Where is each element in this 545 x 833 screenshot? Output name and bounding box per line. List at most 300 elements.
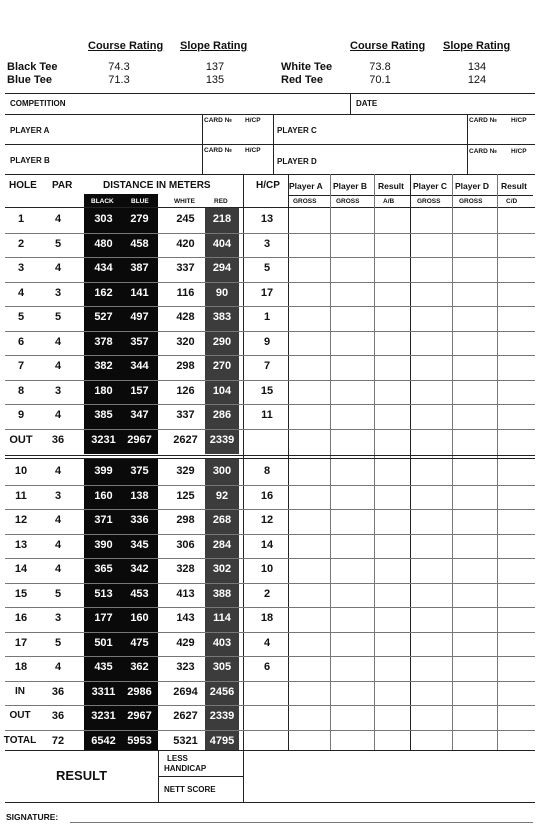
white-cell: 337 <box>176 262 195 274</box>
back-total-black: 3311 <box>91 685 116 698</box>
score-cell[interactable] <box>453 633 496 656</box>
red-column-back <box>205 459 239 750</box>
black-cell: 160 <box>94 489 113 502</box>
score-cell[interactable] <box>498 584 534 607</box>
hole-cell: 18 <box>14 661 28 673</box>
blue-cell: 342 <box>130 563 149 575</box>
player-d-label: PLAYER D <box>277 157 317 166</box>
black-cell: 371 <box>94 514 113 526</box>
cd-header: C/D <box>506 198 518 205</box>
par-cell: 4 <box>54 563 62 575</box>
score-cell[interactable] <box>411 657 451 680</box>
score-cell[interactable] <box>375 633 409 656</box>
blue-cell: 138 <box>130 489 149 502</box>
score-cell[interactable] <box>331 633 373 656</box>
hcp-cell: 18 <box>260 612 274 624</box>
black-col-header: BLACK <box>91 198 114 205</box>
blue-cell: 458 <box>130 237 149 250</box>
blue-cell: 357 <box>130 335 149 348</box>
back-total-blue: 5953 <box>127 734 152 747</box>
black-cell: 390 <box>94 538 113 551</box>
black-blue-column-back <box>84 459 158 750</box>
score-cell[interactable] <box>453 608 496 631</box>
player-d-card-no: CARD № <box>469 148 497 155</box>
score-cell[interactable] <box>411 510 451 533</box>
hcp-header: H/CP <box>256 180 280 191</box>
competition-field[interactable] <box>80 96 345 112</box>
red-cell: 268 <box>212 514 232 526</box>
result-ab-header: Result <box>378 181 404 191</box>
score-cell[interactable] <box>289 234 329 257</box>
score-cell[interactable] <box>375 608 409 631</box>
score-cell[interactable] <box>289 209 329 232</box>
hcp-cell: 1 <box>263 311 271 323</box>
date-field[interactable] <box>385 96 533 112</box>
black-cell: 382 <box>94 360 113 372</box>
score-cell[interactable] <box>498 258 534 281</box>
hole-cell: 6 <box>17 335 25 348</box>
score-cell[interactable] <box>289 283 329 306</box>
score-cell[interactable] <box>375 283 409 306</box>
player-b-hcp: H/CP <box>245 147 261 154</box>
white-cell: 323 <box>176 661 195 673</box>
score-cell[interactable] <box>331 307 373 330</box>
red-cell: 302 <box>212 563 232 575</box>
hole-cell: 9 <box>17 409 25 421</box>
ab-header: A/B <box>383 198 395 205</box>
score-cell[interactable] <box>498 209 534 232</box>
score-cell[interactable] <box>331 258 373 281</box>
result-label: RESULT <box>56 768 108 783</box>
red-tee-label: Red Tee <box>281 74 323 86</box>
blue-cell: 453 <box>130 587 149 600</box>
par-cell: 4 <box>54 661 62 673</box>
score-cell[interactable] <box>289 559 329 582</box>
score-cell[interactable] <box>453 332 496 355</box>
score-cell[interactable] <box>453 307 496 330</box>
white-cell: 126 <box>176 384 195 397</box>
black-cell: 435 <box>94 661 113 673</box>
red-cell: 300 <box>212 465 232 477</box>
score-cell[interactable] <box>411 258 451 281</box>
score-cell[interactable] <box>453 510 496 533</box>
score-cell[interactable] <box>331 234 373 257</box>
back-total-red: 2339 <box>209 710 235 722</box>
white-cell: 306 <box>176 538 195 551</box>
player-b-col-header: Player B <box>333 181 368 191</box>
score-cell[interactable] <box>331 461 373 484</box>
competition-label: COMPETITION <box>10 99 66 108</box>
hole-cell: 17 <box>14 636 28 649</box>
score-cell[interactable] <box>498 486 534 509</box>
hole-cell: 3 <box>17 262 25 274</box>
back-total-blue: 2986 <box>127 685 152 698</box>
score-cell[interactable] <box>411 461 451 484</box>
hcp-cell: 6 <box>263 661 271 673</box>
score-cell[interactable] <box>453 234 496 257</box>
red-cell: 104 <box>212 384 232 397</box>
black-cell: 303 <box>94 213 113 225</box>
black-cell: 434 <box>94 262 113 274</box>
score-cell[interactable] <box>289 405 329 428</box>
score-cell[interactable] <box>411 535 451 558</box>
score-cell[interactable] <box>375 510 409 533</box>
white-cell: 329 <box>176 465 195 477</box>
less-label: LESS <box>167 754 188 763</box>
distance-header: DISTANCE IN METERS <box>103 180 211 191</box>
hcp-cell: 11 <box>261 409 273 421</box>
signature-label: SIGNATURE: <box>6 812 59 822</box>
blue-cell: 497 <box>130 311 149 323</box>
score-cell[interactable] <box>498 405 534 428</box>
hcp-cell: 4 <box>263 636 271 649</box>
score-cell[interactable] <box>453 283 496 306</box>
score-cell[interactable] <box>411 307 451 330</box>
white-cell: 337 <box>176 409 195 421</box>
black-cell: 399 <box>94 465 113 477</box>
black-tee-slope: 137 <box>205 61 225 73</box>
player-a-col-header: Player A <box>289 181 323 191</box>
black-cell: 162 <box>94 286 113 299</box>
white-tee-course: 73.8 <box>369 61 391 73</box>
red-cell: 270 <box>212 360 232 372</box>
score-cell[interactable] <box>375 209 409 232</box>
white-cell: 428 <box>176 311 195 323</box>
score-cell[interactable] <box>375 234 409 257</box>
score-cell[interactable] <box>498 633 534 656</box>
blue-cell: 387 <box>130 262 149 274</box>
score-cell[interactable] <box>331 405 373 428</box>
score-cell[interactable] <box>375 461 409 484</box>
score-cell[interactable] <box>498 234 534 257</box>
blue-tee-course: 71.3 <box>108 74 130 86</box>
score-cell[interactable] <box>331 559 373 582</box>
score-cell[interactable] <box>331 657 373 680</box>
score-cell[interactable] <box>331 486 373 509</box>
back-total-par: 36 <box>51 685 65 698</box>
out-total-par: 36 <box>51 433 65 446</box>
blue-cell: 344 <box>130 360 149 372</box>
less-handicap-field[interactable] <box>245 752 533 774</box>
white-cell: 328 <box>176 563 195 575</box>
score-cell[interactable] <box>411 608 451 631</box>
back-total-white: 2694 <box>173 685 198 698</box>
score-cell[interactable] <box>375 657 409 680</box>
score-cell[interactable] <box>331 381 373 404</box>
blue-tee-label: Blue Tee <box>7 74 53 86</box>
player-c-card-no: CARD № <box>469 117 497 124</box>
signature-field[interactable] <box>70 808 533 822</box>
out-total-red: 2339 <box>209 433 235 446</box>
score-cell[interactable] <box>411 405 451 428</box>
score-cell[interactable] <box>331 356 373 379</box>
blue-cell: 157 <box>130 384 149 397</box>
score-cell[interactable] <box>411 633 451 656</box>
par-cell: 4 <box>54 409 62 421</box>
par-cell: 4 <box>54 465 62 477</box>
score-cell[interactable] <box>411 356 451 379</box>
white-cell: 420 <box>176 237 195 250</box>
blue-col-header: BLUE <box>131 198 149 205</box>
hole-cell: 14 <box>14 563 28 575</box>
hole-cell: 13 <box>14 538 28 551</box>
gross-a-header: GROSS <box>293 198 317 205</box>
score-cell[interactable] <box>498 332 534 355</box>
player-b-card-no: CARD № <box>204 147 232 154</box>
score-cell[interactable] <box>453 258 496 281</box>
black-cell: 385 <box>94 409 113 421</box>
player-b-field[interactable] <box>60 148 198 170</box>
score-cell[interactable] <box>453 559 496 582</box>
hcp-cell: 15 <box>260 384 274 397</box>
white-cell: 298 <box>176 514 195 526</box>
score-cell[interactable] <box>375 356 409 379</box>
white-cell: 125 <box>176 489 195 502</box>
player-d-col-header: Player D <box>455 181 490 191</box>
par-cell: 3 <box>54 384 62 397</box>
red-cell: 403 <box>212 636 232 649</box>
white-cell: 143 <box>176 612 195 624</box>
player-d-hcp: H/CP <box>511 148 527 155</box>
score-cell[interactable] <box>331 608 373 631</box>
player-b-label: PLAYER B <box>10 156 50 165</box>
par-cell: 4 <box>54 514 62 526</box>
blue-cell: 279 <box>130 213 149 225</box>
red-cell: 305 <box>212 661 232 673</box>
gross-b-header: GROSS <box>336 198 360 205</box>
score-cell[interactable] <box>498 381 534 404</box>
score-cell[interactable] <box>498 608 534 631</box>
hole-cell: 10 <box>14 465 28 477</box>
score-cell[interactable] <box>331 584 373 607</box>
black-cell: 501 <box>94 636 113 649</box>
score-cell[interactable] <box>375 258 409 281</box>
score-cell[interactable] <box>498 461 534 484</box>
score-cell[interactable] <box>289 510 329 533</box>
black-cell: 378 <box>94 335 113 348</box>
score-cell[interactable] <box>375 559 409 582</box>
score-cell[interactable] <box>453 405 496 428</box>
score-cell[interactable] <box>411 332 451 355</box>
score-cell[interactable] <box>498 559 534 582</box>
red-cell: 404 <box>212 237 232 250</box>
red-cell: 294 <box>212 262 232 274</box>
white-cell: 298 <box>176 360 195 372</box>
score-cell[interactable] <box>331 209 373 232</box>
score-cell[interactable] <box>411 559 451 582</box>
hcp-cell: 9 <box>263 335 271 348</box>
nett-score-field[interactable] <box>245 778 533 800</box>
par-cell: 5 <box>54 311 62 323</box>
out-total-hole: OUT <box>9 433 33 446</box>
score-cell[interactable] <box>289 356 329 379</box>
red-tee-course: 70.1 <box>369 74 391 86</box>
score-cell[interactable] <box>453 535 496 558</box>
score-cell[interactable] <box>453 461 496 484</box>
blue-cell: 141 <box>130 286 149 299</box>
out-total-black: 3231 <box>91 433 116 446</box>
hole-cell: 7 <box>17 360 25 372</box>
gross-d-header: GROSS <box>459 198 483 205</box>
blue-cell: 475 <box>130 636 149 649</box>
par-cell: 5 <box>54 237 62 250</box>
white-tee-slope: 134 <box>467 61 487 73</box>
score-cell[interactable] <box>375 381 409 404</box>
handicap-label: HANDICAP <box>164 764 207 773</box>
score-cell[interactable] <box>498 307 534 330</box>
player-a-field[interactable] <box>60 118 198 140</box>
score-cell[interactable] <box>289 258 329 281</box>
back-total-hole: OUT <box>9 710 31 721</box>
par-cell: 4 <box>54 360 62 372</box>
score-cell[interactable] <box>411 381 451 404</box>
blue-cell: 362 <box>130 661 149 673</box>
score-cell[interactable] <box>453 356 496 379</box>
date-label: DATE <box>356 99 378 108</box>
course-rating-header-left: Course Rating <box>88 40 164 52</box>
back-total-blue: 2967 <box>127 710 152 722</box>
score-cell[interactable] <box>498 283 534 306</box>
back-total-white: 5321 <box>173 734 198 747</box>
score-cell[interactable] <box>289 486 329 509</box>
score-cell[interactable] <box>289 461 329 484</box>
hcp-cell: 7 <box>263 360 271 372</box>
blue-cell: 347 <box>130 409 149 421</box>
black-tee-label: Black Tee <box>7 61 58 73</box>
score-cell[interactable] <box>498 356 534 379</box>
blue-tee-slope: 135 <box>205 74 225 86</box>
par-cell: 3 <box>54 286 62 299</box>
back-total-black: 3231 <box>91 710 116 722</box>
score-cell[interactable] <box>453 486 496 509</box>
score-cell[interactable] <box>375 584 409 607</box>
score-cell[interactable] <box>453 381 496 404</box>
white-col-header: WHITE <box>174 198 195 205</box>
hole-cell: 2 <box>17 237 25 250</box>
score-cell[interactable] <box>331 283 373 306</box>
score-cell[interactable] <box>289 381 329 404</box>
score-cell[interactable] <box>411 283 451 306</box>
player-a-label: PLAYER A <box>10 126 50 135</box>
score-cell[interactable] <box>375 405 409 428</box>
hcp-cell: 17 <box>260 286 274 299</box>
score-cell[interactable] <box>411 584 451 607</box>
black-cell: 365 <box>94 563 113 575</box>
black-cell: 513 <box>94 587 113 600</box>
score-cell[interactable] <box>498 657 534 680</box>
white-cell: 245 <box>176 213 195 225</box>
hcp-cell: 12 <box>260 514 274 526</box>
red-cell: 383 <box>212 311 232 323</box>
red-tee-slope: 124 <box>467 74 487 86</box>
hcp-cell: 14 <box>260 538 274 551</box>
back-total-hole: TOTAL <box>3 734 37 746</box>
gross-c-header: GROSS <box>417 198 441 205</box>
blue-cell: 336 <box>130 514 149 526</box>
player-d-field[interactable] <box>325 148 463 170</box>
score-cell[interactable] <box>375 535 409 558</box>
score-cell[interactable] <box>498 510 534 533</box>
hcp-cell: 16 <box>260 489 274 502</box>
black-cell: 177 <box>94 612 113 624</box>
red-cell: 90 <box>215 286 229 299</box>
score-cell[interactable] <box>411 234 451 257</box>
hole-cell: 4 <box>17 286 25 299</box>
white-cell: 413 <box>176 587 195 600</box>
score-cell[interactable] <box>289 535 329 558</box>
black-cell: 480 <box>94 237 113 250</box>
score-cell[interactable] <box>411 486 451 509</box>
back-total-par: 72 <box>51 734 65 747</box>
score-cell[interactable] <box>289 584 329 607</box>
par-cell: 4 <box>54 335 62 348</box>
back-total-black: 6542 <box>91 734 116 747</box>
player-c-col-header: Player C <box>413 181 448 191</box>
score-cell[interactable] <box>453 657 496 680</box>
score-cell[interactable] <box>289 332 329 355</box>
par-cell: 4 <box>54 538 62 551</box>
hcp-cell: 3 <box>263 237 271 250</box>
hole-cell: 8 <box>17 384 25 397</box>
score-cell[interactable] <box>289 608 329 631</box>
red-cell: 284 <box>212 538 232 551</box>
score-cell[interactable] <box>453 209 496 232</box>
back-total-white: 2627 <box>173 710 198 722</box>
score-cell[interactable] <box>289 657 329 680</box>
black-cell: 527 <box>94 311 113 323</box>
black-tee-course: 74.3 <box>108 61 130 73</box>
red-col-header: RED <box>214 198 228 205</box>
black-cell: 180 <box>94 384 113 397</box>
back-total-red: 4795 <box>209 734 235 747</box>
back-total-red: 2456 <box>209 685 235 698</box>
par-cell: 4 <box>54 213 62 225</box>
score-cell[interactable] <box>289 633 329 656</box>
nett-score-label: NETT SCORE <box>164 785 216 794</box>
score-cell[interactable] <box>375 486 409 509</box>
hcp-cell: 13 <box>260 213 274 225</box>
white-tee-label: White Tee <box>281 61 333 73</box>
red-cell: 286 <box>212 409 232 421</box>
score-cell[interactable] <box>498 535 534 558</box>
par-cell: 3 <box>54 489 62 502</box>
par-cell: 5 <box>54 636 62 649</box>
player-c-label: PLAYER C <box>277 126 317 135</box>
white-cell: 116 <box>176 286 195 299</box>
red-cell: 114 <box>213 612 231 624</box>
player-a-card-no: CARD № <box>204 117 232 124</box>
hole-header: HOLE <box>9 180 37 191</box>
score-cell[interactable] <box>375 307 409 330</box>
player-c-field[interactable] <box>325 118 463 140</box>
score-cell[interactable] <box>331 535 373 558</box>
par-header: PAR <box>52 180 73 191</box>
course-rating-header-right: Course Rating <box>350 40 426 52</box>
score-cell[interactable] <box>375 332 409 355</box>
player-a-hcp: H/CP <box>245 117 261 124</box>
score-cell[interactable] <box>453 584 496 607</box>
red-cell: 388 <box>212 587 232 600</box>
blue-cell: 345 <box>130 538 149 551</box>
score-cell[interactable] <box>331 332 373 355</box>
slope-rating-header-right: Slope Rating <box>443 40 511 52</box>
score-cell[interactable] <box>331 510 373 533</box>
hole-cell: 15 <box>14 587 28 600</box>
par-cell: 4 <box>54 262 62 274</box>
out-total-white: 2627 <box>173 433 198 446</box>
score-cell[interactable] <box>411 209 451 232</box>
score-cell[interactable] <box>289 307 329 330</box>
